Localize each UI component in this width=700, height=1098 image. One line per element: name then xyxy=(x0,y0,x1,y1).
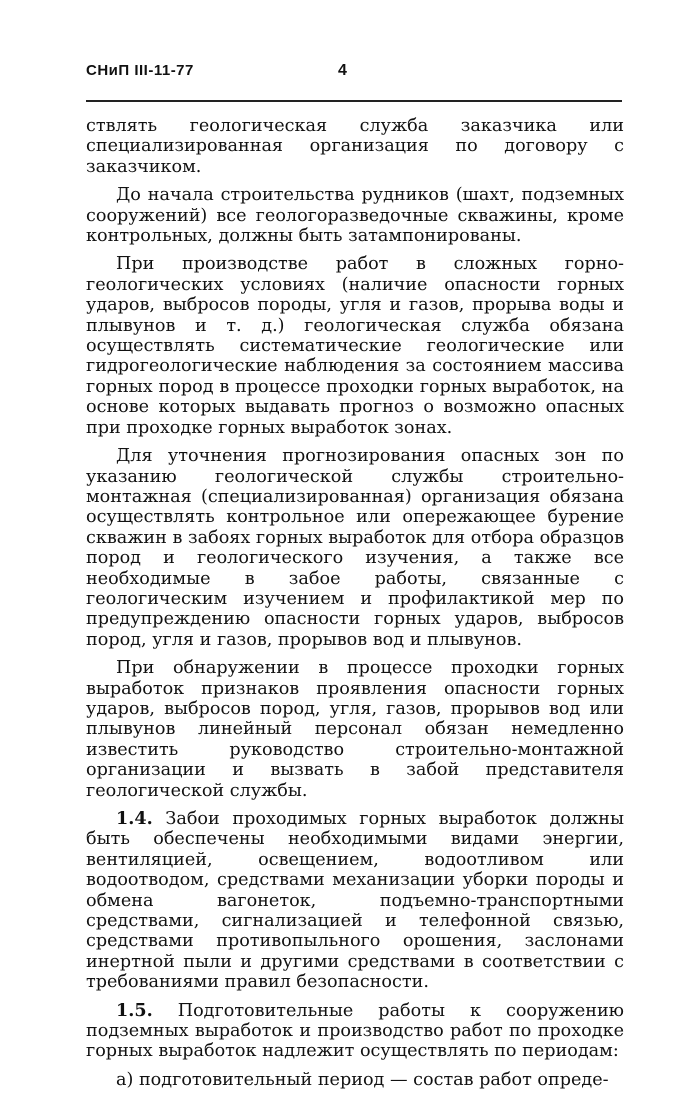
paragraph-forecast-refinement: Для уточнения прогнозирования опасных зон по указанию геологической службы строительно-монтажная (специализированная) организация обязана осуществлять контрольное или опережающее бурение скважин в забоях горных выработок для отбора образцов пород и геологического изучения, а также все необходимые в забое работы, связанные с геологическим изучением и профилактикой мер по предупреждению опасности горных ударов, выбросов пород, угля и газов, прорывов вод и плывунов. xyxy=(86,446,624,650)
clause-number: 1.4. xyxy=(116,808,153,829)
clause-text: Подготовительные работы к сооружению подземных выработок и производство работ по проходке горных выработок надлежит осуществлять по периодам: xyxy=(86,1000,624,1062)
document-page xyxy=(86,62,624,1098)
page-header xyxy=(86,62,624,80)
list-item-a: а) подготовительный период — состав работ опреде- xyxy=(116,1069,609,1090)
page-number: 4 xyxy=(338,62,348,79)
clause-text: Забои проходимых горных выработок должны быть обеспечены необходимыми видами энергии, вентиляцией, освещением, водоотливом или водоотводом, средствами механизации уборки породы и обмена вагонеток, подъемно-транспортными средствами, сигнализацией и телефонной связью, средствами противопыльного орошения, заслонами инертной пыли и другими средствами в соответствии с требованиями правил безопасности. xyxy=(86,809,625,993)
clause-number: 1.5. xyxy=(116,999,153,1021)
paragraph-boreholes: До начала строительства рудников (шахт, подземных сооружений) все геологоразведочные скважины, кроме контрольных, должны быть затампонированы. xyxy=(86,185,624,247)
body-text xyxy=(86,116,624,1090)
paragraph-continuation: ствлять геологическая служба заказчика или специализированная организация по договору с заказчиком. xyxy=(86,116,624,177)
clause-1-5 xyxy=(86,1001,624,1062)
clause-1-4 xyxy=(86,809,624,993)
paragraph-hazard-detection: При обнаружении в процессе проходки горных выработок признаков проявления опасности горных ударов, выбросов пород, угля, газов, прорывов вод или плывунов линейный персонал обязан немедленно известить руководство строительно-монтажной организации и вызвать в забой представителя геологической службы. xyxy=(86,658,624,801)
paragraph-complex-conditions: При производстве работ в сложных горно-геологических условиях (наличие опасности горных ударов, выбросов породы, угля и газов, прорыва воды и плывунов и т. д.) геологическая служба обязана осуществлять систематические геологические или гидрогеологические наблюдения за состоянием массива горных пород в процессе проходки горных выработок, на основе которых выдавать прогноз о возможно опасных при проходке горных выработок зонах. xyxy=(86,254,624,438)
header-divider xyxy=(86,100,622,102)
document-code: СНиП III-11-77 xyxy=(86,62,194,79)
